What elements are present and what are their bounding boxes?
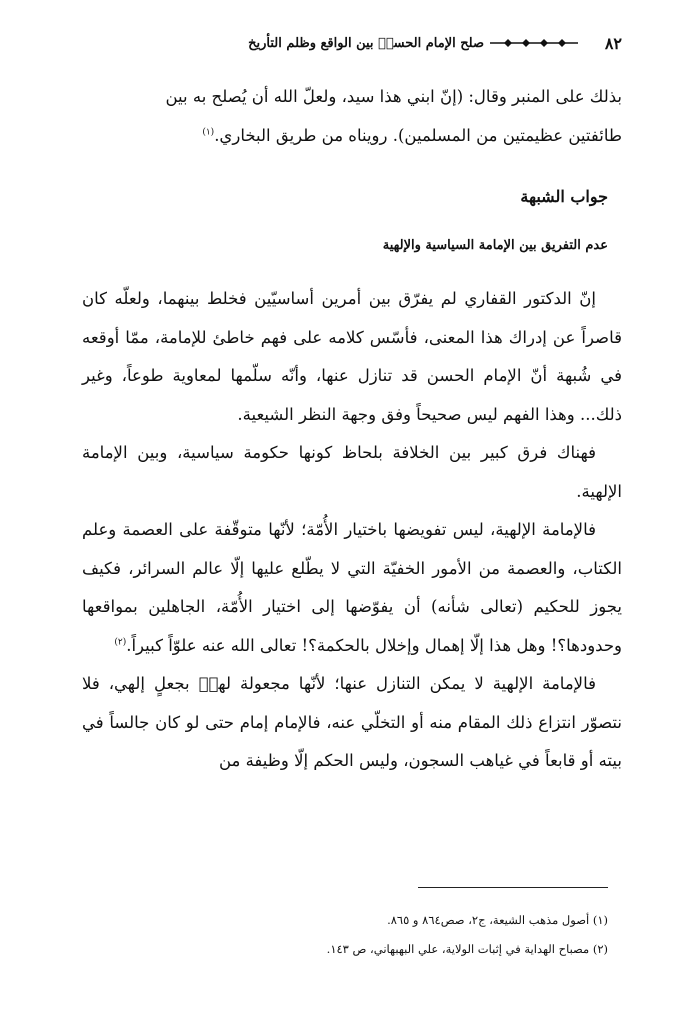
- paragraph-3: [82, 511, 622, 665]
- main-text: [82, 280, 622, 781]
- running-title: صلح الإمام الحسنؑ بين الواقع وظلم التأريخ: [248, 35, 484, 51]
- section-heading: جواب الشبهة: [520, 187, 608, 206]
- paragraph-4: فالإمامة الإلهية لا يمكن التنازل عنها؛ لأنّها مجعولة لهمؑ بجعلٍ إلهي، فلا نتصوّر انتزاع ذلك المقام منه أو التخلّي عنه، فالإمام إمام حتى لو كان جالساً في بيته أو قابعاً في غياهب السجون، وليس الحكم إلّا وظيفة من: [82, 674, 622, 770]
- footnote-ref-2: (٢): [114, 637, 127, 647]
- page-header: [82, 28, 622, 58]
- footnote-ref-1: (١): [202, 127, 215, 137]
- intro-line-2-text: طائفتين عظيمتين من المسلمين). رويناه من طريق البخاري.: [214, 125, 622, 145]
- footnote-2: (٢) مصباح الهداية في إثبات الولاية، علي البهبهاني، ص ١٤٣.: [326, 942, 608, 956]
- footnote-divider: [418, 887, 608, 888]
- header-ornament: [490, 36, 578, 50]
- paragraph-2: فهناك فرق كبير بين الخلافة بلحاظ كونها حكومة سياسية، وبين الإمامة الإلهية.: [82, 443, 622, 501]
- intro-quote: [82, 78, 622, 155]
- intro-line-1: بذلك على المنبر وقال: (إنّ ابني هذا سيد، ولعلّ الله أن يُصلح به بين: [165, 87, 622, 106]
- subsection-heading: عدم التفريق بين الإمامة السياسية والإلهية: [382, 238, 608, 253]
- footnote-1: (١) أصول مذهب الشيعة، ج٢، صص٨٦٤ و ٨٦٥.: [387, 913, 608, 927]
- footnotes: [88, 906, 608, 964]
- page-number: ٨٢: [604, 33, 622, 53]
- intro-line-2: [82, 117, 622, 156]
- paragraph-1: إنّ الدكتور القفاري لم يفرّق بين أمرين أساسيّين فخلط بينهما، ولعلّه كان قاصراً عن إدراك هذا المعنى، فأسّس كلامه على فهم خاطئ للإمامة، ممّا أوقعه في شُبهة أنّ الإمام الحسن قد تنازل عنها، وأنّه سلّمها لمعاوية طوعاً، وغير ذلك... وهذا الفهم ليس صحيحاً وفق وجهة النظر الشيعية.: [82, 289, 622, 424]
- paragraph-3-text: فالإمامة الإلهية، ليس تفويضها باختيار الأُمّة؛ لأنّها متوقّفة على العصمة وعلم الكتاب، والعصمة من الأمور الخفيّة التي لا يطّلع عليها إلّا عالم السرائر، فكيف يجوز للحكيم (تعالى شأنه) أن يفوّضها إلى اختيار الأُمّة، الجاهلين بمواقعها وحدودها؟! وهل هذا إلّا إهمال وإخلال بالحكمة؟! تعالى الله عنه علوّاً كبيراً.: [82, 520, 622, 655]
